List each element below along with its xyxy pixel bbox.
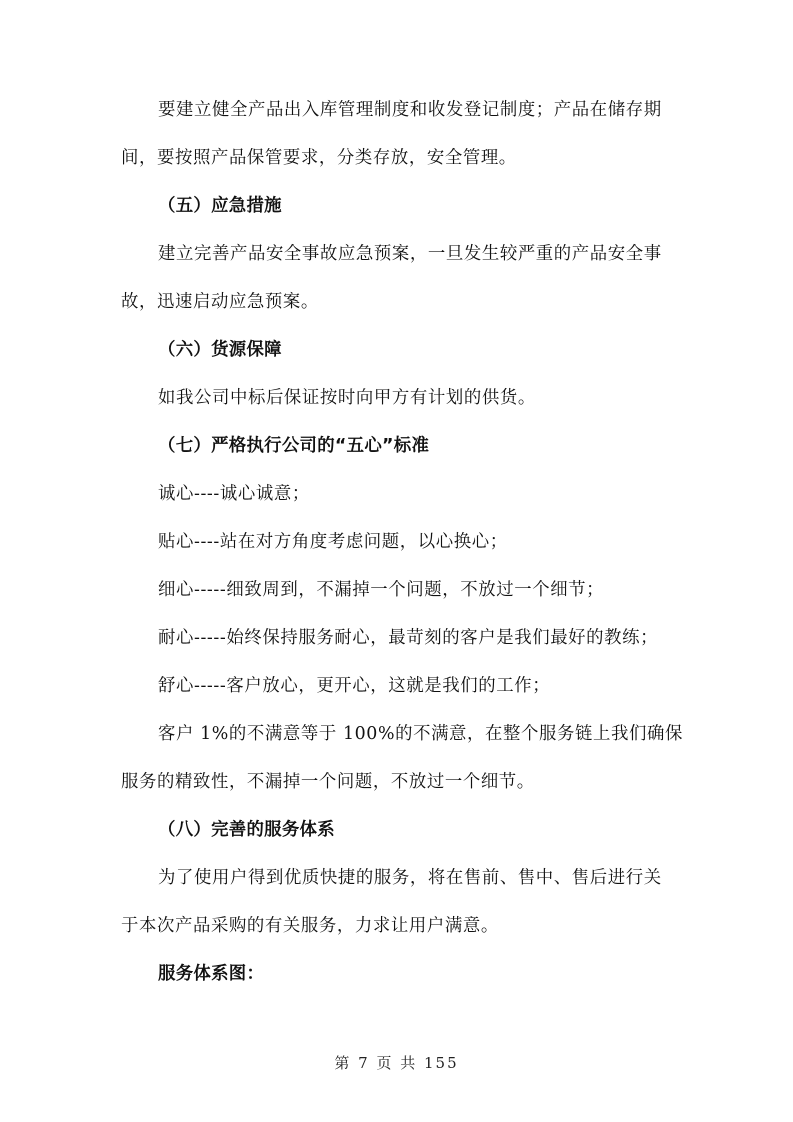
paragraph-line: 故，迅速启动应急预案。 (121, 292, 319, 312)
section-heading-5: （五）应急措施 (158, 196, 282, 216)
paragraph-line: 为了使用户得到优质快捷的服务，将在售前、售中、售后进行关 (158, 868, 662, 888)
paragraph-line: 客户 1%的不满意等于 100%的不满意，在整个服务链上我们确保 (158, 724, 683, 744)
paragraph-line: 建立完善产品安全事故应急预案，一旦发生较严重的产品安全事 (158, 244, 662, 264)
paragraph-line: 于本次产品采购的有关服务，力求让用户满意。 (121, 916, 499, 936)
service-diagram-heading: 服务体系图： (158, 964, 265, 984)
page-number-footer: 第 7 页 共 155 (334, 1054, 459, 1072)
list-item-xixin: 细心-----细致周到，不漏掉一个问题，不放过一个细节； (158, 580, 605, 600)
list-item-naixin: 耐心-----始终保持服务耐心，最苛刻的客户是我们最好的教练； (158, 628, 659, 648)
paragraph-line: 间，要按照产品保管要求，分类存放，安全管理。 (121, 148, 517, 168)
paragraph-line: 如我公司中标后保证按时向甲方有计划的供货。 (158, 388, 536, 408)
list-item-chengxin: 诚心----诚心诚意； (158, 484, 310, 504)
paragraph-line: 要建立健全产品出入库管理制度和收发登记制度；产品在储存期 (158, 100, 662, 120)
list-item-shuxin: 舒心-----客户放心，更开心，这就是我们的工作； (158, 676, 551, 696)
paragraph-line: 服务的精致性，不漏掉一个问题，不放过一个细节。 (121, 772, 535, 792)
section-heading-6: （六）货源保障 (158, 340, 282, 360)
section-heading-8: （八）完善的服务体系 (158, 820, 335, 840)
section-heading-7: （七）严格执行公司的“五心”标准 (158, 436, 430, 456)
list-item-tiexin: 贴心----站在对方角度考虑问题，以心换心； (158, 532, 508, 552)
